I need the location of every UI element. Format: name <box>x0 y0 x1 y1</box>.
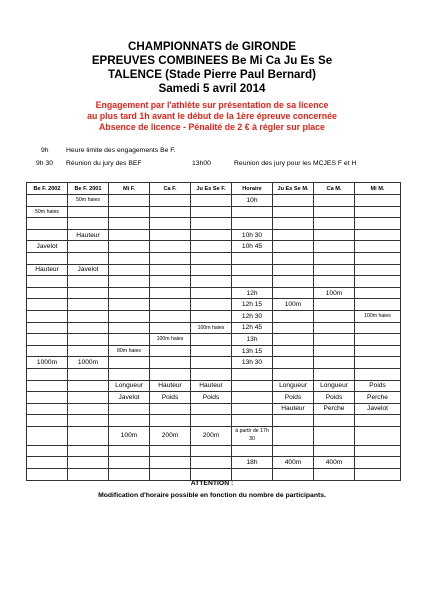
table-cell: 200m <box>191 426 232 445</box>
table-cell: 400m <box>314 457 355 469</box>
table-cell <box>191 457 232 469</box>
table-cell <box>232 368 273 380</box>
table-cell <box>109 195 150 207</box>
table-row <box>27 403 401 415</box>
table-cell <box>109 469 150 481</box>
table-cell <box>68 469 109 481</box>
table-cell <box>109 218 150 230</box>
notice-license: Engagement par l'athlète sur présentation de sa licence <box>95 100 329 110</box>
table-cell <box>27 415 68 427</box>
table-cell: Poids <box>314 392 355 404</box>
table-cell <box>27 299 68 311</box>
table-cell <box>150 445 191 457</box>
table-cell <box>27 252 68 264</box>
table-cell <box>355 426 401 445</box>
table-cell: 100m <box>314 287 355 299</box>
table-cell <box>27 218 68 230</box>
table-row <box>27 229 401 241</box>
attention-label: ATTENTION : <box>190 480 234 487</box>
table-cell <box>232 415 273 427</box>
table-cell: 50m haies <box>27 206 68 218</box>
table-cell <box>68 426 109 445</box>
table-cell <box>273 445 314 457</box>
table-cell <box>109 299 150 311</box>
table-cell <box>68 445 109 457</box>
table-cell <box>150 252 191 264</box>
table-cell <box>232 445 273 457</box>
table-cell <box>314 206 355 218</box>
table-cell: Poids <box>191 392 232 404</box>
table-cell <box>191 195 232 207</box>
notice-penalty: Absence de licence - Pénalité de 2 € à régler sur place <box>99 122 325 132</box>
table-cell <box>355 229 401 241</box>
table-cell <box>109 368 150 380</box>
table-cell: Longueur <box>273 380 314 392</box>
table-row <box>27 252 401 264</box>
table-cell <box>232 218 273 230</box>
table-cell <box>109 357 150 369</box>
table-cell <box>191 287 232 299</box>
table-cell <box>27 287 68 299</box>
table-cell: Javelot <box>355 403 401 415</box>
table-cell <box>68 276 109 288</box>
table-cell <box>191 345 232 357</box>
table-cell <box>68 322 109 334</box>
table-cell <box>109 287 150 299</box>
table-cell <box>68 368 109 380</box>
table-cell <box>150 287 191 299</box>
table-cell: Javelot <box>68 264 109 276</box>
table-cell <box>150 218 191 230</box>
title-events: EPREUVES COMBINEES Be Mi Ca Ju Es Se <box>91 54 333 67</box>
table-cell: 200m <box>150 426 191 445</box>
table-cell <box>232 469 273 481</box>
table-cell <box>27 195 68 207</box>
table-cell <box>109 264 150 276</box>
table-cell <box>355 218 401 230</box>
table-cell <box>273 310 314 322</box>
table-row <box>27 334 401 346</box>
table-cell <box>27 322 68 334</box>
table-cell <box>273 426 314 445</box>
table-cell: 1000m <box>27 357 68 369</box>
table-cell <box>355 287 401 299</box>
info-time-3: 13h00 <box>192 160 211 167</box>
table-cell <box>355 195 401 207</box>
table-cell: Hauteur <box>27 264 68 276</box>
table-cell <box>232 206 273 218</box>
table-cell <box>314 229 355 241</box>
table-row <box>27 426 401 445</box>
table-cell <box>191 252 232 264</box>
table-cell <box>109 334 150 346</box>
table-cell: 100m <box>273 299 314 311</box>
table-cell <box>191 229 232 241</box>
table-cell <box>191 218 232 230</box>
table-cell <box>68 380 109 392</box>
table-cell <box>150 322 191 334</box>
info-time-1: 9h <box>41 147 49 154</box>
table-cell <box>109 322 150 334</box>
table-cell <box>191 241 232 253</box>
table-row <box>27 457 401 469</box>
column-header: Ca F. <box>150 183 191 195</box>
table-cell: Hauteur <box>191 380 232 392</box>
table-cell: à partir de 17h 30 <box>232 426 273 445</box>
table-cell <box>68 415 109 427</box>
table-cell <box>68 241 109 253</box>
table-row <box>27 392 401 404</box>
table-cell <box>273 368 314 380</box>
table-cell <box>191 368 232 380</box>
table-cell <box>68 345 109 357</box>
table-cell <box>109 403 150 415</box>
column-header: Be F. 2002 <box>27 183 68 195</box>
table-cell <box>355 415 401 427</box>
table-cell <box>355 357 401 369</box>
title-venue: TALENCE (Stade Pierre Paul Bernard) <box>108 68 316 81</box>
table-cell <box>314 357 355 369</box>
table-cell: Perche <box>355 392 401 404</box>
table-cell <box>314 469 355 481</box>
table-cell: 1000m <box>68 357 109 369</box>
table-cell <box>68 218 109 230</box>
table-cell <box>355 334 401 346</box>
table-cell <box>232 264 273 276</box>
table-cell <box>150 206 191 218</box>
table-cell <box>314 310 355 322</box>
table-cell <box>27 310 68 322</box>
table-cell: Javelot <box>109 392 150 404</box>
table-cell <box>273 345 314 357</box>
table-cell <box>314 322 355 334</box>
table-cell <box>314 345 355 357</box>
table-cell <box>191 415 232 427</box>
table-cell: Longueur <box>109 380 150 392</box>
table-cell <box>27 469 68 481</box>
table-cell <box>27 345 68 357</box>
title-date: Samedi 5 avril 2014 <box>158 82 266 95</box>
table-cell <box>355 276 401 288</box>
table-cell <box>68 392 109 404</box>
table-cell <box>191 299 232 311</box>
table-cell: 13h 30 <box>232 357 273 369</box>
table-row <box>27 241 401 253</box>
table-cell <box>150 195 191 207</box>
info-time-2: 9h 30 <box>36 160 54 167</box>
table-cell: 100m haies <box>150 334 191 346</box>
table-cell: 12h 45 <box>232 322 273 334</box>
table-cell <box>27 334 68 346</box>
table-cell <box>355 241 401 253</box>
table-cell: Hauteur <box>273 403 314 415</box>
column-header: Be F. 2001 <box>68 183 109 195</box>
table-cell <box>109 252 150 264</box>
table-cell <box>355 445 401 457</box>
table-cell: Hauteur <box>150 380 191 392</box>
table-cell <box>314 264 355 276</box>
table-row <box>27 469 401 481</box>
table-cell <box>191 310 232 322</box>
table-cell <box>27 229 68 241</box>
table-header-row <box>27 183 401 195</box>
table-cell <box>314 276 355 288</box>
table-cell <box>273 287 314 299</box>
table-cell <box>27 403 68 415</box>
table-cell <box>109 415 150 427</box>
table-cell: Hauteur <box>68 229 109 241</box>
table-cell <box>232 252 273 264</box>
table-cell <box>191 469 232 481</box>
table-cell <box>314 445 355 457</box>
table-cell <box>314 241 355 253</box>
table-cell: 13h 15 <box>232 345 273 357</box>
table-cell <box>191 206 232 218</box>
table-cell <box>109 206 150 218</box>
table-cell <box>273 229 314 241</box>
info-text-1: Heure limite des engagements Be F. <box>66 147 176 154</box>
table-cell <box>232 403 273 415</box>
table-cell <box>273 334 314 346</box>
table-cell <box>109 457 150 469</box>
table-cell: 80m haies <box>109 345 150 357</box>
table-cell <box>355 322 401 334</box>
table-cell <box>150 345 191 357</box>
table-row <box>27 368 401 380</box>
table-row <box>27 287 401 299</box>
table-cell <box>68 206 109 218</box>
table-cell <box>273 469 314 481</box>
table-cell <box>314 334 355 346</box>
column-header: Horaire <box>232 183 273 195</box>
table-cell <box>27 392 68 404</box>
table-cell <box>109 241 150 253</box>
table-cell <box>355 345 401 357</box>
title-championship: CHAMPIONNATS de GIRONDE <box>128 40 296 53</box>
table-row <box>27 415 401 427</box>
column-header: Ca M. <box>314 183 355 195</box>
table-row <box>27 195 401 207</box>
table-cell: 12h <box>232 287 273 299</box>
table-cell <box>150 368 191 380</box>
table-cell <box>150 264 191 276</box>
table-cell <box>232 392 273 404</box>
table-cell <box>191 276 232 288</box>
table-cell <box>355 299 401 311</box>
table-cell: Javelot <box>27 241 68 253</box>
column-header: Mi F. <box>109 183 150 195</box>
table-cell: Longueur <box>314 380 355 392</box>
table-row <box>27 310 401 322</box>
table-row <box>27 218 401 230</box>
table-cell <box>150 469 191 481</box>
table-row <box>27 380 401 392</box>
table-cell <box>273 241 314 253</box>
column-header: Mi M. <box>355 183 401 195</box>
table-cell <box>27 380 68 392</box>
table-cell <box>27 368 68 380</box>
table-cell <box>314 368 355 380</box>
table-cell: Poids <box>150 392 191 404</box>
table-cell <box>109 445 150 457</box>
table-cell <box>273 195 314 207</box>
table-cell <box>191 264 232 276</box>
info-text-3: Reunion des jury pour les MCJES F et H <box>234 160 357 167</box>
schedule-table <box>26 182 401 481</box>
table-row <box>27 276 401 288</box>
table-cell <box>273 322 314 334</box>
table-cell <box>27 445 68 457</box>
table-cell <box>150 357 191 369</box>
table-cell <box>273 252 314 264</box>
info-text-2: Réunion du jury des BEF <box>66 160 142 167</box>
table-cell <box>314 252 355 264</box>
table-cell <box>273 206 314 218</box>
table-cell <box>273 264 314 276</box>
table-cell: Perche <box>314 403 355 415</box>
table-cell <box>68 299 109 311</box>
table-row <box>27 264 401 276</box>
table-row <box>27 445 401 457</box>
table-cell <box>109 310 150 322</box>
table-cell <box>355 206 401 218</box>
table-cell <box>109 229 150 241</box>
table-cell <box>68 334 109 346</box>
table-cell <box>68 403 109 415</box>
table-cell <box>191 403 232 415</box>
table-cell <box>314 299 355 311</box>
table-row <box>27 206 401 218</box>
table-cell <box>314 195 355 207</box>
table-cell <box>273 357 314 369</box>
table-cell <box>150 310 191 322</box>
table-row <box>27 357 401 369</box>
table-row <box>27 322 401 334</box>
table-cell: 50m haies <box>68 195 109 207</box>
table-cell <box>355 368 401 380</box>
table-cell <box>273 276 314 288</box>
table-cell <box>150 241 191 253</box>
table-cell <box>355 264 401 276</box>
table-cell <box>150 415 191 427</box>
table-cell: 10h 45 <box>232 241 273 253</box>
table-cell <box>273 218 314 230</box>
table-cell <box>150 229 191 241</box>
table-cell <box>355 252 401 264</box>
notice-deadline: au plus tard 1h avant le début de la 1ère épreuve concernée <box>87 111 337 121</box>
table-cell <box>27 457 68 469</box>
table-cell <box>150 457 191 469</box>
table-cell: 10h <box>232 195 273 207</box>
table-cell: 18h <box>232 457 273 469</box>
table-cell <box>273 415 314 427</box>
column-header: Ju Es Se F. <box>191 183 232 195</box>
table-cell <box>109 276 150 288</box>
table-cell: 400m <box>273 457 314 469</box>
table-cell: 10h 30 <box>232 229 273 241</box>
attention-note: Modification d'horaire possible en fonction du nombre de participants. <box>98 492 326 499</box>
table-cell: 12h 15 <box>232 299 273 311</box>
table-cell: Poids <box>273 392 314 404</box>
table-cell <box>232 380 273 392</box>
table-row <box>27 299 401 311</box>
table-cell <box>150 276 191 288</box>
table-cell <box>68 287 109 299</box>
table-cell <box>191 357 232 369</box>
table-cell: 100m haies <box>191 322 232 334</box>
table-cell <box>68 252 109 264</box>
table-cell: Poids <box>355 380 401 392</box>
table-cell <box>232 276 273 288</box>
table-cell <box>150 403 191 415</box>
table-cell: 100m haies <box>355 310 401 322</box>
table-cell <box>314 415 355 427</box>
table-cell: 13h <box>232 334 273 346</box>
table-cell <box>150 299 191 311</box>
table-cell: 12h 30 <box>232 310 273 322</box>
table-cell <box>314 218 355 230</box>
column-header: Ju Es Se M. <box>273 183 314 195</box>
table-cell <box>355 457 401 469</box>
table-cell <box>27 276 68 288</box>
table-cell <box>68 457 109 469</box>
table-cell <box>191 334 232 346</box>
table-cell: 100m <box>109 426 150 445</box>
table-cell <box>27 426 68 445</box>
table-cell <box>314 426 355 445</box>
table-cell <box>68 310 109 322</box>
table-cell <box>355 469 401 481</box>
table-row <box>27 345 401 357</box>
table-cell <box>191 445 232 457</box>
